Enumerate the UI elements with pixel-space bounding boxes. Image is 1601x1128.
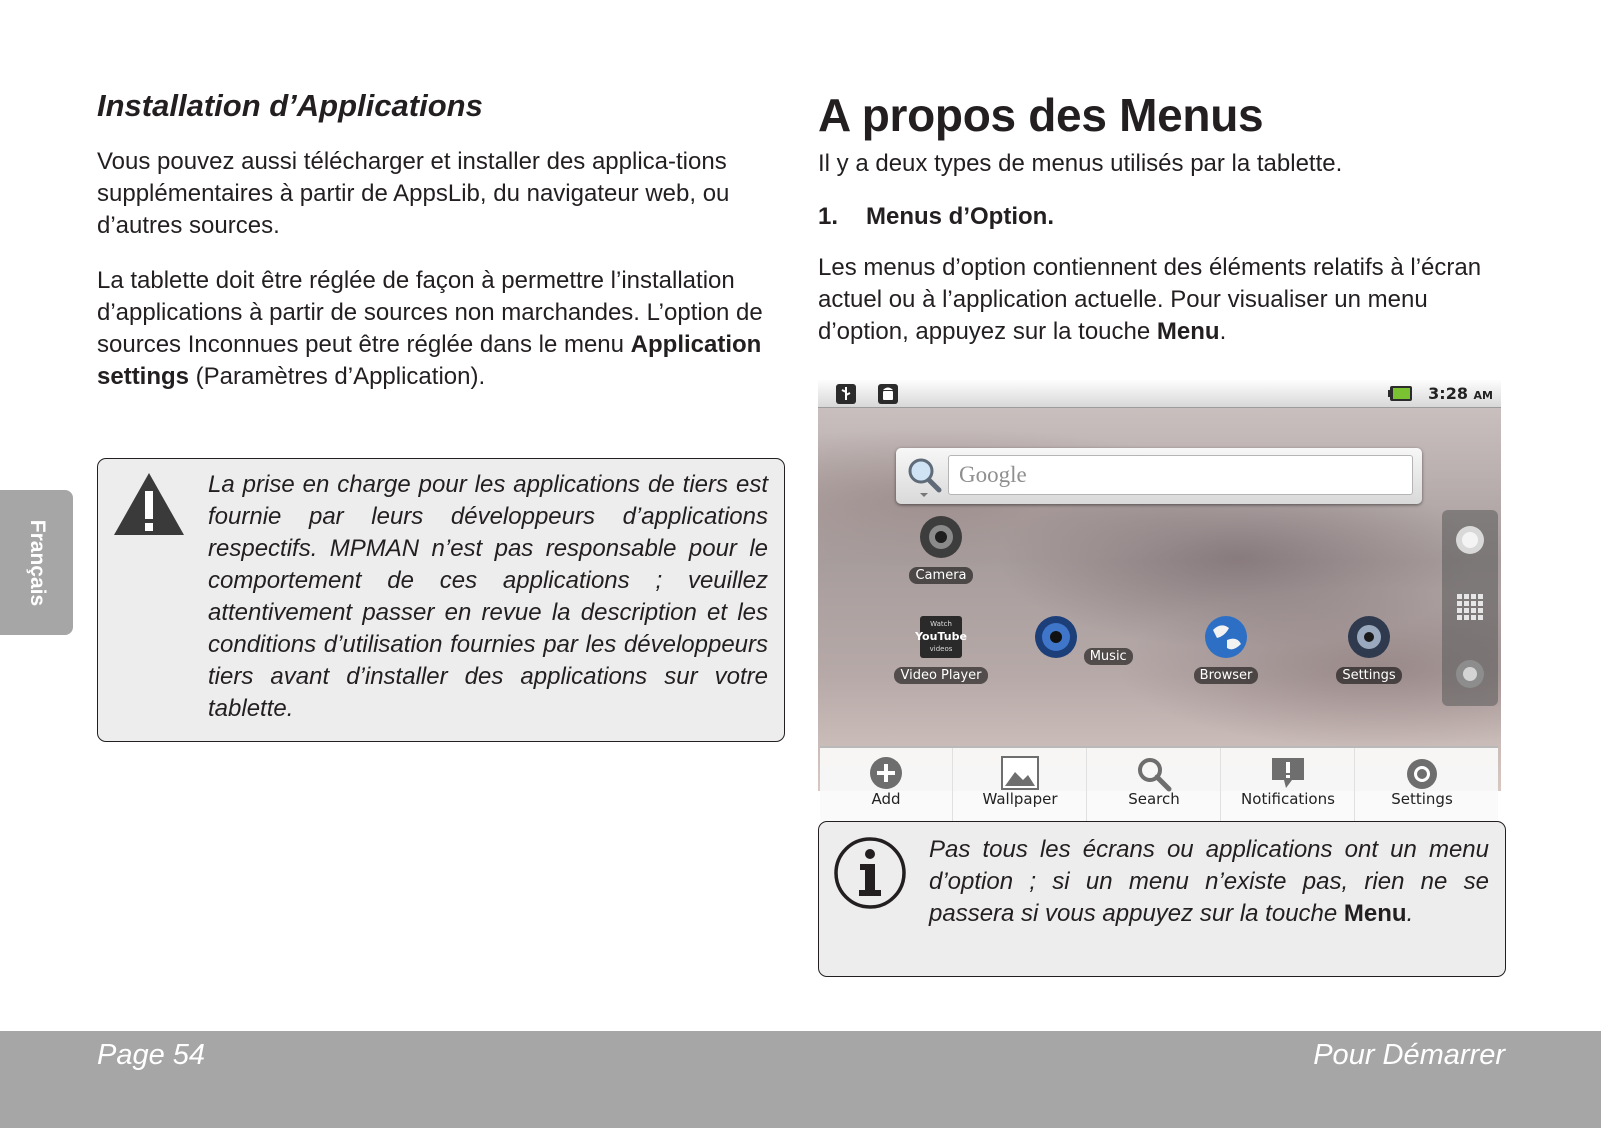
tablet-screenshot [818,380,1501,808]
music-icon [1033,614,1079,660]
camera-shortcut-icon[interactable] [1454,658,1486,690]
home-wallpaper [818,408,1501,808]
info-note [818,821,1506,977]
left-column [97,88,787,416]
language-tab [0,490,73,635]
google-search-widget[interactable] [896,448,1422,504]
page-number: Page 54 [97,1039,206,1071]
menu-item-notifications[interactable]: Notifications [1222,748,1355,821]
wallpaper-icon [1001,756,1039,790]
app-settings[interactable]: Settings [1314,614,1424,684]
menus-intro: Il y a deux types de menus utilisés par la tablette. [818,150,1343,177]
clock: 3:28 AM [1428,384,1493,403]
svg-text:videos: videos [929,645,953,653]
browser-icon [1203,614,1249,660]
warning-note [97,458,785,742]
magnifier-icon [1136,756,1172,792]
notifications-icon [1270,756,1306,790]
svg-text:YouTube: YouTube [915,630,967,643]
add-icon [869,756,903,790]
app-music[interactable]: Music [1028,614,1138,665]
info-menu-key: Menu [1343,900,1407,927]
usb-icon [836,384,856,404]
options-menu [820,746,1498,821]
app-video-player[interactable]: Watch YouTube videos Video Player [886,614,996,684]
launcher-dock [1442,510,1498,706]
intro-paragraph: Vous pouvez aussi télécharger et installer des applica-tions supplémentaires à partir de AppsLib, du navigateur web, ou d’autres sources. [97,148,730,239]
page-title: A propos des Menus [818,89,1264,141]
menu-key-label: Menu [1156,318,1220,345]
menu-item-wallpaper[interactable]: Wallpaper [954,748,1087,821]
youtube-icon [915,614,967,660]
status-bar [818,380,1501,408]
section-title: Pour Démarrer [1313,1039,1505,1071]
warning-text: La prise en charge pour les applications de tiers est fournie par leurs développeurs d’applications respectifs. MPMAN n’est pas responsable pour le comportement de ces applications ; veuillez attentivement passer en revue la description et les conditions d’utilisation fournies par les développeurs tiers avant d’installer des applications sur votre tablette. [208,471,768,722]
info-icon [833,836,907,910]
section-heading: Installation d’Applications [97,88,483,123]
app-browser[interactable]: Browser [1171,614,1281,684]
search-icon [904,454,944,498]
application-settings-label: Application settings [97,331,762,390]
globe-icon[interactable] [1454,524,1486,556]
svg-text:Watch: Watch [930,620,952,628]
option-menus-paragraph: Les menus d’option contiennent des éléments relatifs à l’écran actuel ou à l’application actuelle. Pour visualiser un menu d’option, appuyez sur la touche Menu. [818,254,1482,345]
language-label: Français [25,519,49,606]
settings-icon [1346,614,1392,660]
app-grid-icon[interactable] [1455,592,1485,622]
battery-icon [1388,386,1412,401]
numbered-heading: 1. Menus d’Option. [818,203,1054,230]
warning-icon [112,471,186,537]
page-footer [0,1031,1601,1128]
app-camera[interactable]: Camera [886,514,996,584]
info-text: Pas tous les écrans ou applications ont un menu d’option ; si un menu n’existe pas, rien ne se passera si vous appuyez sur la touche Menu. [929,836,1489,927]
menu-item-search[interactable]: Search [1088,748,1221,821]
android-icon [878,384,898,404]
menu-item-add[interactable]: Add [820,748,953,821]
gear-icon [1404,756,1440,792]
camera-icon [918,514,964,560]
search-input[interactable]: Google [948,455,1413,495]
settings-paragraph: La tablette doit être réglée de façon à permettre l’installation d’applications à partir de sources non marchandes. L’option de sources Inconnues peut être réglée dans le menu Application settings (Paramètres d’Application). [97,267,763,390]
menu-item-settings[interactable]: Settings [1356,748,1488,821]
right-column [818,88,1506,371]
